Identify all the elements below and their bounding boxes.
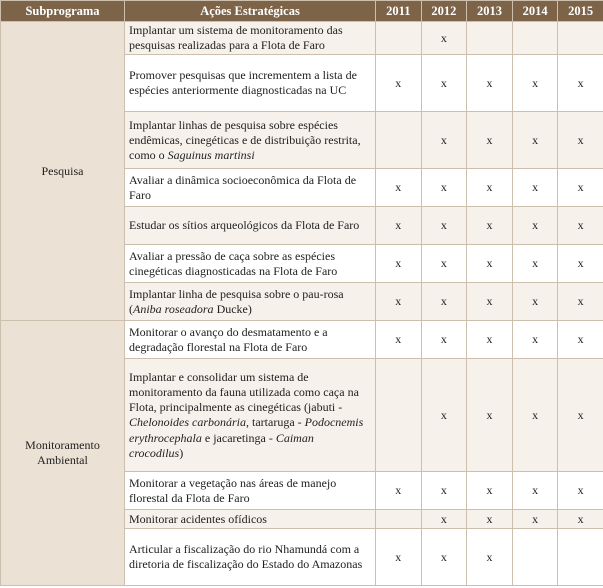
header-action: Ações Estratégicas xyxy=(125,1,376,22)
year-cell-2011 xyxy=(376,359,422,472)
year-cell-2012: x xyxy=(421,510,467,529)
action-text: Implantar linha de pesquisa sobre o pau-rosa ( xyxy=(129,286,344,316)
action-cell xyxy=(125,529,376,586)
action-text: Avaliar a dinâmica socioeconômica da Flota de Faro xyxy=(129,172,357,202)
action-text: Estudar os sítios arqueológicos da Flota de Faro xyxy=(129,218,360,233)
year-cell-2012: x xyxy=(421,359,467,472)
year-cell-2011: x xyxy=(376,529,422,586)
action-cell xyxy=(125,359,376,472)
year-cell-2013: x xyxy=(467,112,513,169)
year-cell-2013: x xyxy=(467,55,513,112)
year-cell-2013: x xyxy=(467,529,513,586)
year-cell-2014: x xyxy=(512,112,558,169)
table-row xyxy=(1,321,603,359)
species-name: Chelonoides carbonária xyxy=(129,415,246,430)
species-name: Caiman crocodilus xyxy=(129,430,314,460)
year-cell-2012: x xyxy=(421,245,467,283)
year-cell-2011 xyxy=(376,22,422,55)
year-cell-2015: x xyxy=(558,245,603,283)
year-cell-2014: x xyxy=(512,472,558,510)
year-cell-2013: x xyxy=(467,207,513,245)
year-cell-2013: x xyxy=(467,359,513,472)
year-cell-2015 xyxy=(558,22,603,55)
year-cell-2012: x xyxy=(421,22,467,55)
year-cell-2014: x xyxy=(512,359,558,472)
species-name: Aniba roseadora xyxy=(133,301,214,316)
header-year-2014: 2014 xyxy=(512,1,558,22)
year-cell-2015: x xyxy=(558,112,603,169)
subprogram-cell: Monitoramento Ambiental xyxy=(1,321,125,586)
action-text: Monitorar a vegetação nas áreas de manejo florestal da Flota de Faro xyxy=(129,475,337,505)
action-text: Articular a fiscalização do rio Nhamundá com a diretoria de fiscalização do Estado do Amazonas xyxy=(129,542,363,572)
year-cell-2011: x xyxy=(376,472,422,510)
header-year-2015: 2015 xyxy=(558,1,603,22)
action-text: Avaliar a pressão de caça sobre as espécies cinegéticas diagnosticadas na Flota de Faro xyxy=(129,248,338,278)
year-cell-2014: x xyxy=(512,55,558,112)
year-cell-2013: x xyxy=(467,169,513,207)
year-cell-2012: x xyxy=(421,207,467,245)
year-cell-2013: x xyxy=(467,245,513,283)
action-text: Monitorar acidentes ofídicos xyxy=(129,511,267,526)
action-text: e jacaretinga - xyxy=(201,430,276,445)
year-cell-2013: x xyxy=(467,283,513,321)
year-cell-2015: x xyxy=(558,321,603,359)
year-cell-2013: x xyxy=(467,510,513,529)
action-cell xyxy=(125,321,376,359)
year-cell-2015: x xyxy=(558,472,603,510)
year-cell-2014: x xyxy=(512,283,558,321)
action-text: Monitorar o avanço do desmatamento e a degradação florestal na Flota de Faro xyxy=(129,324,328,354)
action-text: Implantar linhas de pesquisa sobre espécies endêmicas, cinegéticas e de distribuição restrita, como o xyxy=(129,117,361,162)
action-cell xyxy=(125,169,376,207)
action-text: Implantar um sistema de monitoramento das pesquisas realizadas para a Flota de Faro xyxy=(129,23,343,53)
year-cell-2014 xyxy=(512,22,558,55)
header-year-2012: 2012 xyxy=(421,1,467,22)
year-cell-2014: x xyxy=(512,207,558,245)
table-row xyxy=(1,22,603,55)
action-text: Promover pesquisas que incrementem a lista de espécies anteriormente diagnosticadas na UC xyxy=(129,68,357,98)
action-cell xyxy=(125,22,376,55)
year-cell-2014: x xyxy=(512,321,558,359)
header-year-2011: 2011 xyxy=(376,1,422,22)
year-cell-2015: x xyxy=(558,169,603,207)
species-name: Saguinus martinsi xyxy=(167,148,255,162)
table-body xyxy=(1,22,603,586)
year-cell-2014: x xyxy=(512,245,558,283)
year-cell-2011: x xyxy=(376,169,422,207)
action-cell xyxy=(125,207,376,245)
year-cell-2011: x xyxy=(376,55,422,112)
table-header xyxy=(1,1,603,22)
header-subprogram: Subprograma xyxy=(1,1,125,22)
year-cell-2014 xyxy=(512,529,558,586)
action-cell xyxy=(125,283,376,321)
year-cell-2012: x xyxy=(421,529,467,586)
year-cell-2014: x xyxy=(512,169,558,207)
year-cell-2011: x xyxy=(376,207,422,245)
action-text: ) xyxy=(179,445,184,460)
year-cell-2015 xyxy=(558,529,603,586)
year-cell-2011: x xyxy=(376,283,422,321)
subprogram-cell: Pesquisa xyxy=(1,22,125,321)
header-row xyxy=(1,1,603,22)
year-cell-2015: x xyxy=(558,207,603,245)
year-cell-2013 xyxy=(467,22,513,55)
action-cell xyxy=(125,55,376,112)
year-cell-2013: x xyxy=(467,472,513,510)
year-cell-2015: x xyxy=(558,283,603,321)
year-cell-2011 xyxy=(376,112,422,169)
year-cell-2012: x xyxy=(421,55,467,112)
year-cell-2011: x xyxy=(376,321,422,359)
species-name: Podocnemis erythrocephala xyxy=(129,415,364,445)
year-cell-2012: x xyxy=(421,112,467,169)
action-cell xyxy=(125,510,376,529)
year-cell-2015: x xyxy=(558,510,603,529)
action-text: Ducke) xyxy=(213,301,252,316)
action-cell xyxy=(125,245,376,283)
action-text: , tartaruga - xyxy=(246,415,305,430)
year-cell-2012: x xyxy=(421,472,467,510)
year-cell-2011 xyxy=(376,510,422,529)
year-cell-2015: x xyxy=(558,359,603,472)
year-cell-2011: x xyxy=(376,245,422,283)
year-cell-2012: x xyxy=(421,169,467,207)
year-cell-2015: x xyxy=(558,55,603,112)
year-cell-2012: x xyxy=(421,283,467,321)
year-cell-2013: x xyxy=(467,321,513,359)
action-cell xyxy=(125,112,376,169)
year-cell-2012: x xyxy=(421,321,467,359)
action-cell xyxy=(125,472,376,510)
year-cell-2014: x xyxy=(512,510,558,529)
action-text: Implantar e consolidar um sistema de monitoramento da fauna utilizada como caça na Flota, principalmente as cinegéticas (jabuti - xyxy=(129,369,359,415)
header-year-2013: 2013 xyxy=(467,1,513,22)
